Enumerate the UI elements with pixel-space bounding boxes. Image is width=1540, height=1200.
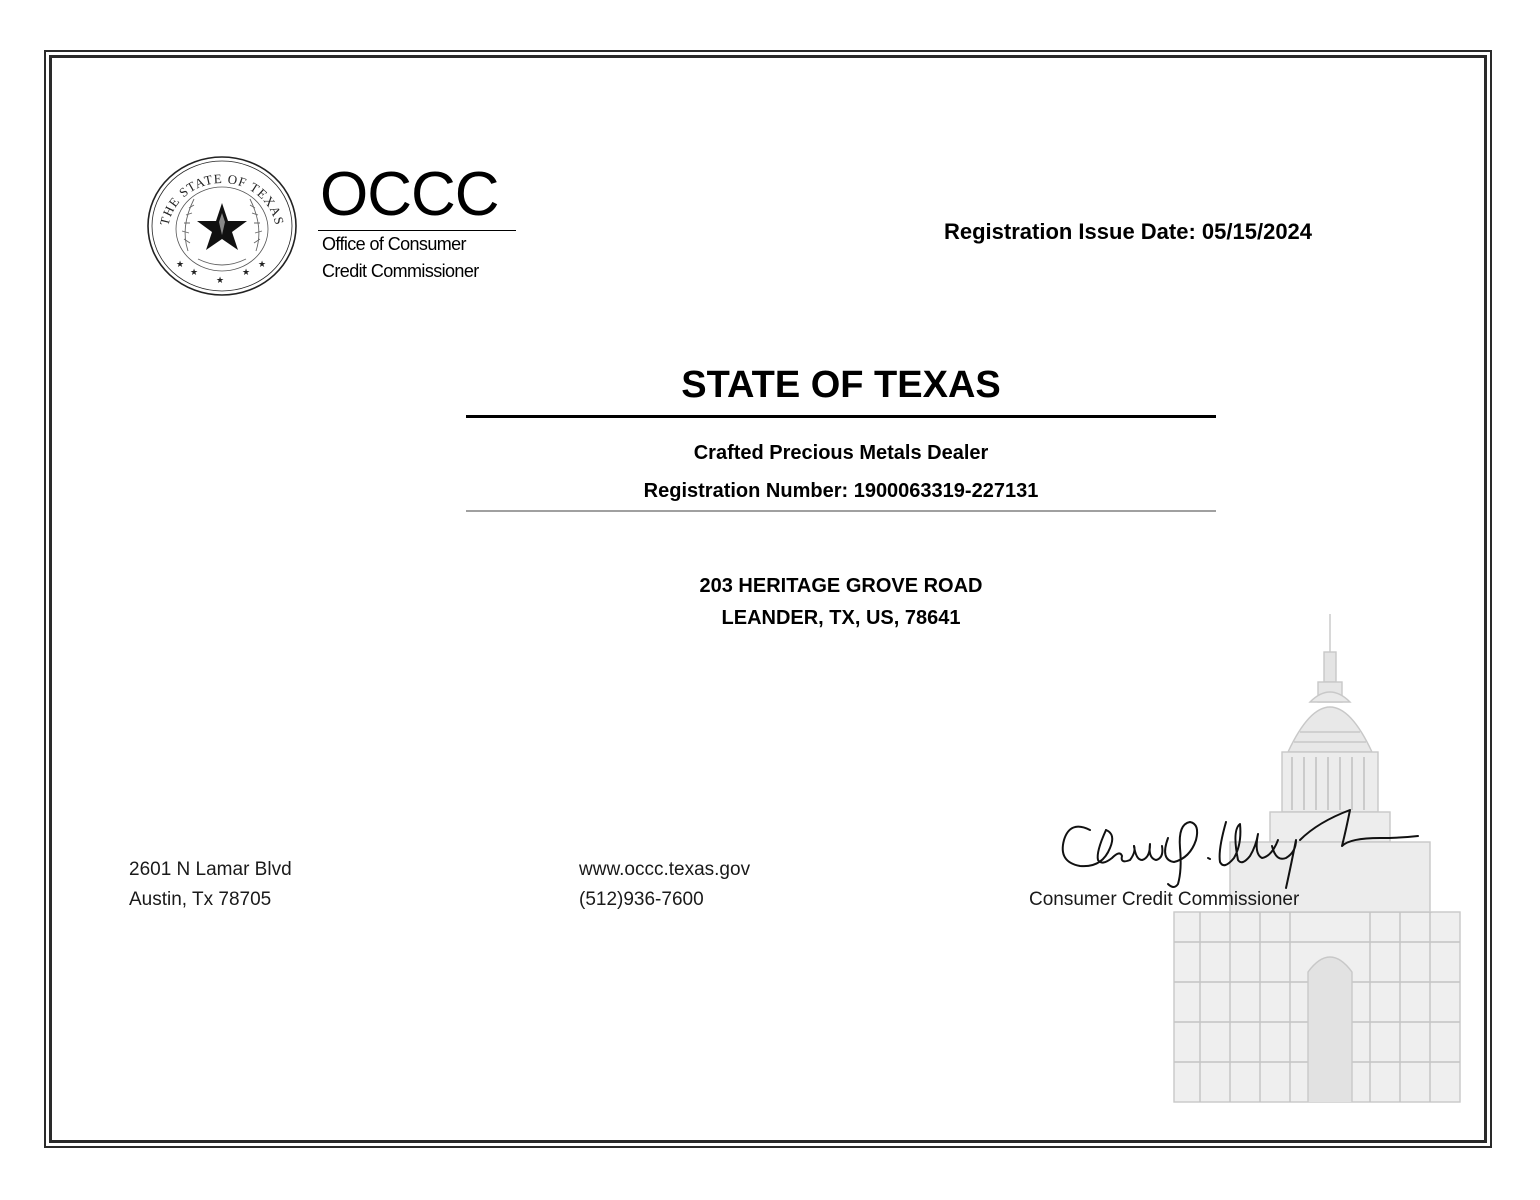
svg-text:★: ★ — [190, 268, 199, 278]
svg-text:★: ★ — [242, 268, 251, 278]
licensee-street: 203 HERITAGE GROVE ROAD — [699, 575, 983, 597]
svg-text:★: ★ — [176, 260, 185, 270]
signatory-title: Consumer Credit Commissioner — [1029, 889, 1300, 910]
svg-text:THE STATE OF TEXAS: THE STATE OF TEXAS — [156, 170, 288, 227]
svg-text:★: ★ — [216, 276, 225, 286]
website-text: www.occc.texas.gov — [579, 859, 751, 880]
handwritten-signature — [1050, 800, 1430, 895]
logo-divider — [318, 230, 516, 231]
logo-subtitle-line2: Credit Commissioner — [322, 261, 479, 281]
registration-issue-date: Registration Issue Date: 05/15/2024 — [943, 219, 1313, 244]
phone-text: (512)936-7600 — [579, 889, 704, 910]
registration-number: Registration Number: 1900063319-227131 — [643, 480, 1039, 502]
licensee-city-line: LEANDER, TX, US, 78641 — [721, 607, 961, 629]
certificate-title: STATE OF TEXAS — [681, 364, 1001, 406]
office-city: Austin, Tx 78705 — [129, 889, 272, 910]
license-type: Crafted Precious Metals Dealer — [693, 442, 989, 464]
title-divider — [466, 415, 1216, 418]
logo-subtitle-line1: Office of Consumer — [322, 234, 466, 254]
logo-acronym: OCCC — [320, 160, 499, 229]
texas-state-seal-icon — [146, 155, 298, 297]
svg-text:★: ★ — [258, 260, 267, 270]
registration-divider — [466, 510, 1216, 512]
office-street: 2601 N Lamar Blvd — [129, 859, 292, 880]
